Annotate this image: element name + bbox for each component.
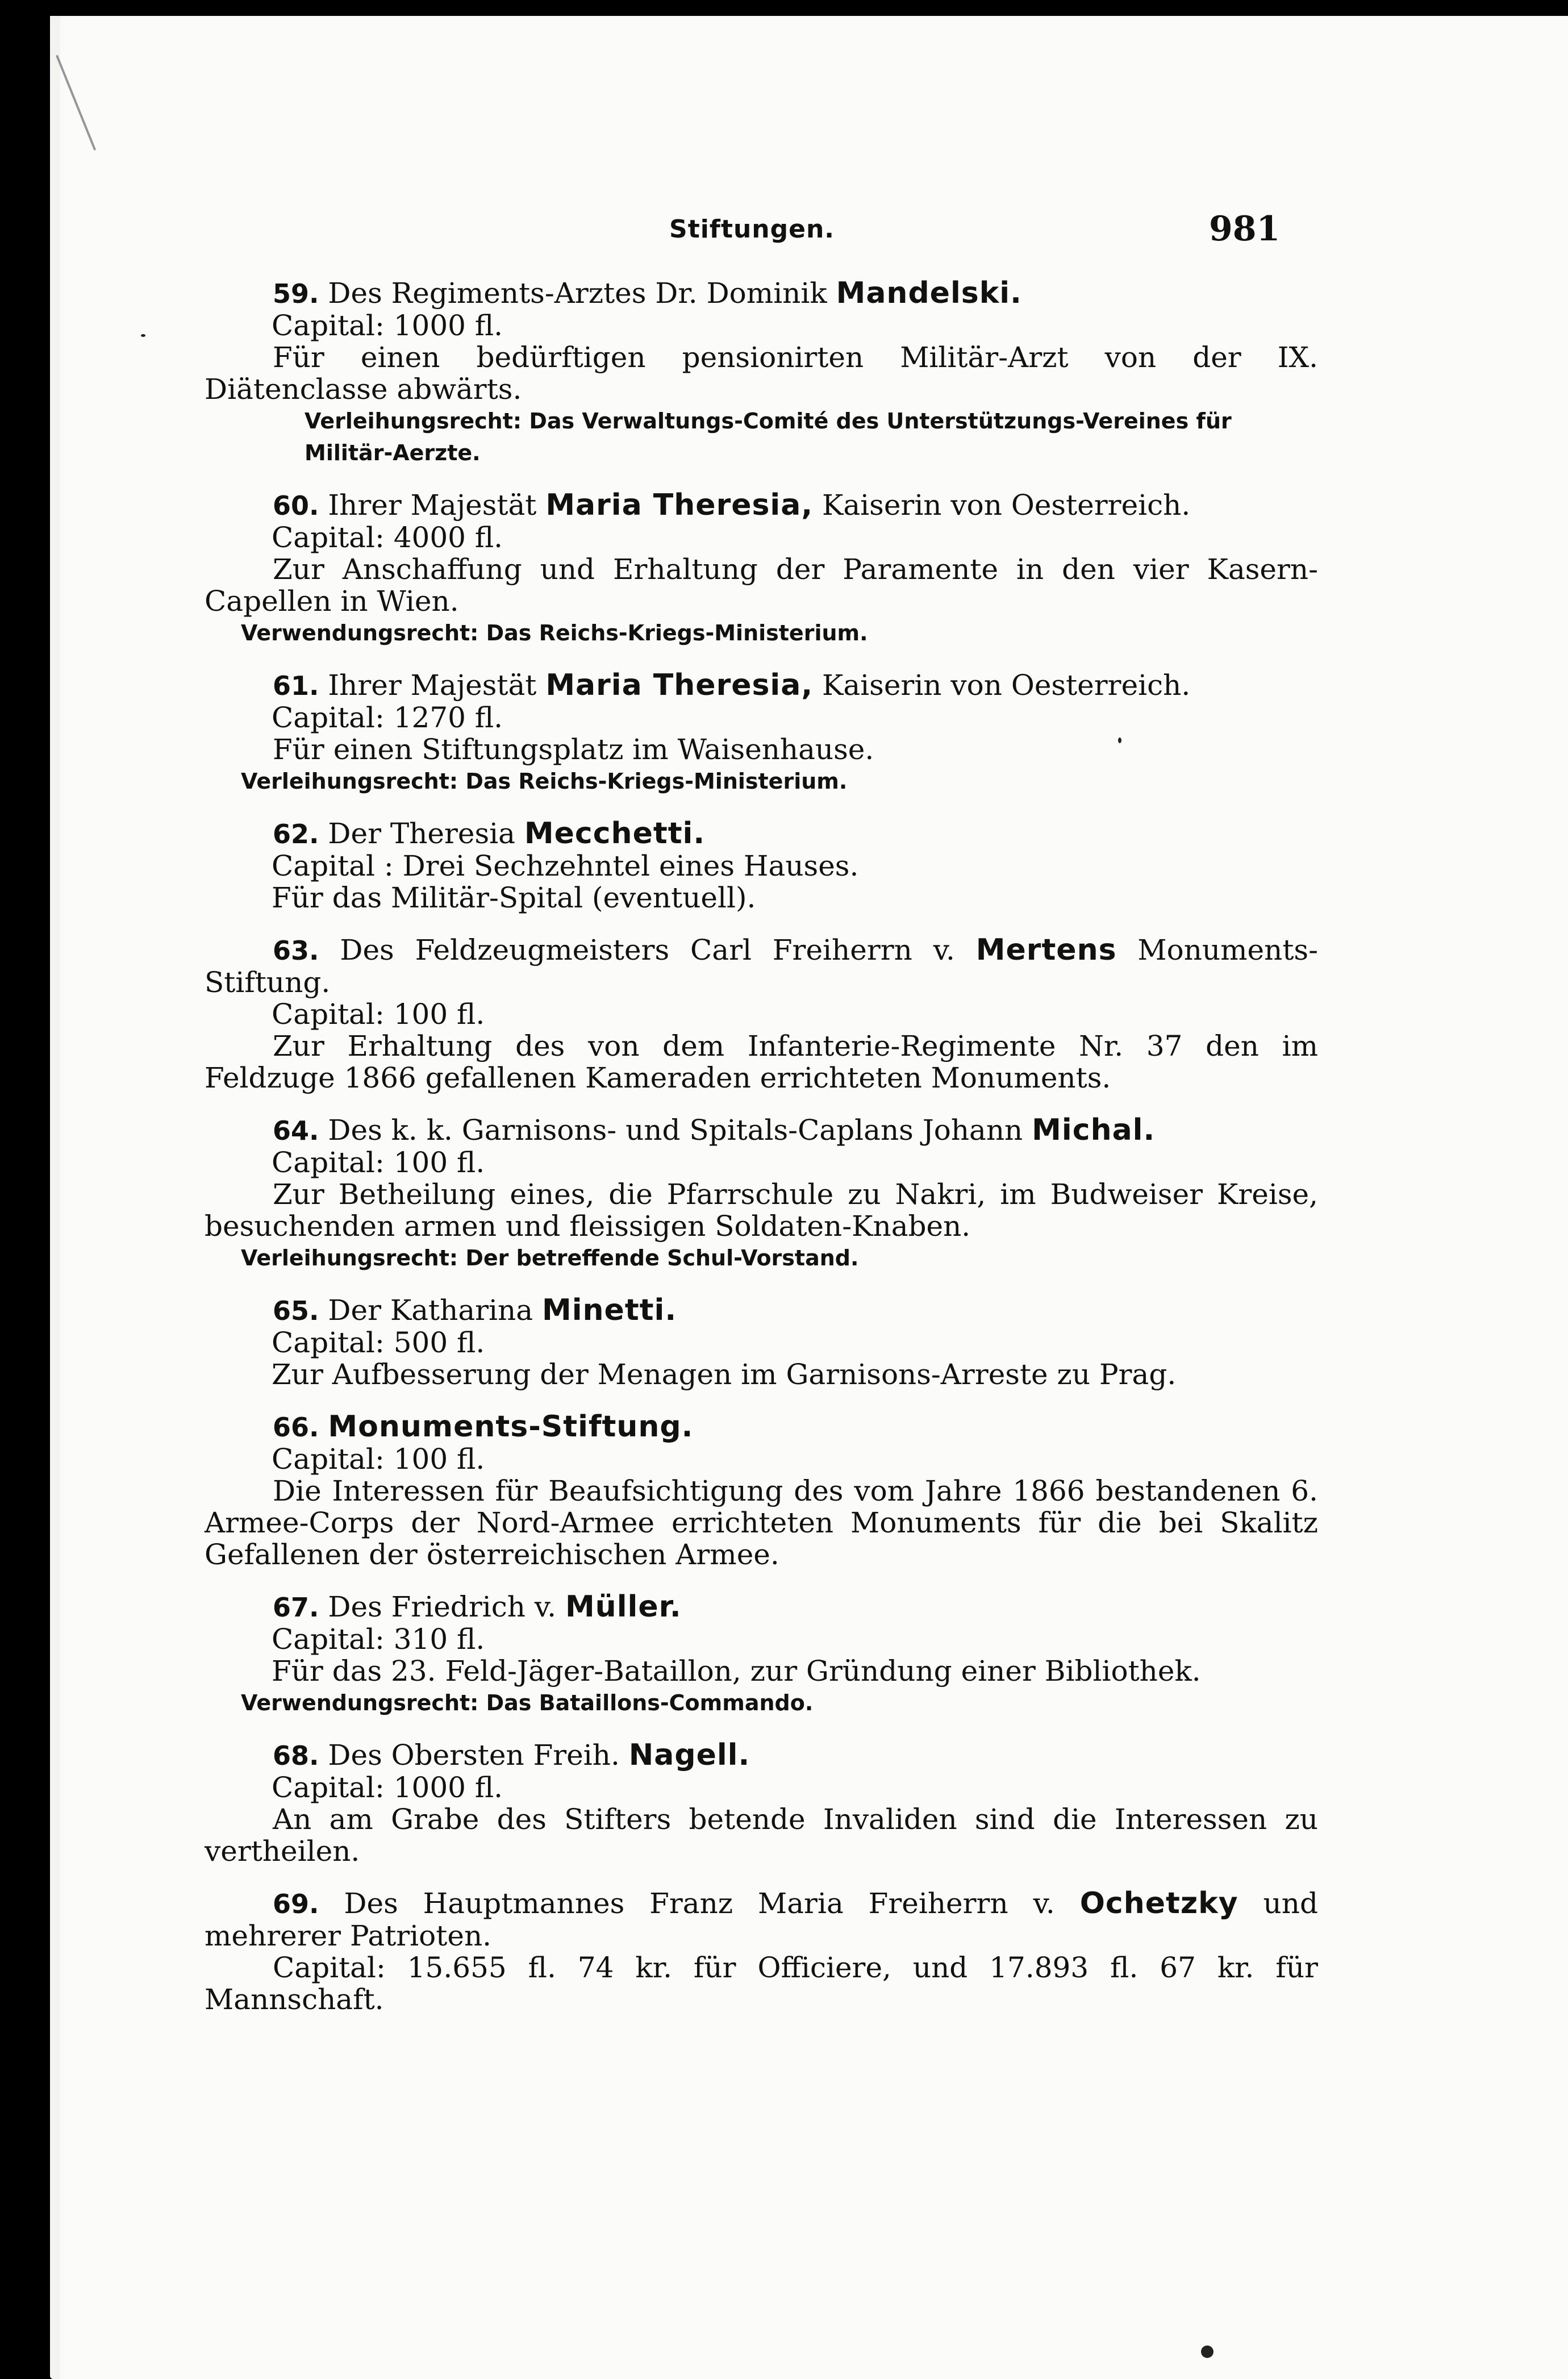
entry-61 <box>205 669 1318 797</box>
entry-capital: Capital: 100 fl. <box>272 1443 485 1476</box>
entry-purpose: Zur Betheilung eines, die Pfarrschule zu Nakri, im Budweiser Kreise, besuchenden armen und fleissigen Soldaten-Knaben. <box>205 1178 1318 1243</box>
entry-purpose: Für das Militär-Spital (eventuell). <box>272 881 756 914</box>
page-content <box>205 277 1318 2036</box>
rights-value: Das Reichs-Kriegs-Ministerium. <box>465 769 848 794</box>
scan-speck <box>1201 2345 1213 2358</box>
entry-capital: Capital: 100 fl. <box>272 1146 485 1179</box>
entry-60 <box>205 489 1318 649</box>
scan-speck <box>141 334 145 337</box>
entry-name: Monuments-Stiftung. <box>328 1410 694 1444</box>
entry-name: Maria Theresia, <box>545 488 814 522</box>
entry-suffix: Kaiserin von Oesterreich. <box>822 489 1191 522</box>
entry-name: Mertens <box>975 933 1117 967</box>
rights-label: Verleihungsrecht: <box>305 409 522 434</box>
rights-value: Das Bataillons-Commando. <box>486 1690 814 1715</box>
entry-number: 64. <box>273 1115 319 1146</box>
entry-suffix: Monuments-Stiftung. <box>205 934 1318 999</box>
entry-heading <box>205 1411 1318 1443</box>
running-title: Stiftungen. <box>669 215 835 244</box>
entry-purpose: Zur Anschaffung und Erhaltung der Paramente in den vier Kasern-Capellen in Wien. <box>205 553 1318 618</box>
entry-number: 65. <box>273 1295 319 1326</box>
entry-capital: Capital: 100 fl. <box>272 998 485 1031</box>
page-number: 981 <box>1209 209 1281 249</box>
scan-speck <box>1118 738 1121 743</box>
entry-suffix: und mehrerer Patrioten. <box>205 1887 1318 1952</box>
entry-65 <box>205 1294 1318 1390</box>
entry-name: Mandelski. <box>836 276 1022 310</box>
entry-68 <box>205 1739 1318 1867</box>
entry-name: Müller. <box>565 1590 682 1624</box>
entry-heading <box>205 489 1318 522</box>
entry-capital: Capital: 1000 fl. <box>272 1771 503 1804</box>
page-gutter <box>50 16 60 2379</box>
rights-label: Verwendungsrecht: <box>241 1690 479 1715</box>
book-page <box>50 16 1568 2379</box>
rights-label: Verleihungsrecht: <box>241 769 458 794</box>
entry-number: 68. <box>273 1740 319 1771</box>
entry-intro: Ihrer Majestät <box>328 489 537 522</box>
entry-name: Nagell. <box>628 1738 750 1772</box>
entry-intro: Des k. k. Garnisons- und Spitals-Caplans Johann <box>328 1114 1023 1147</box>
entry-intro: Des Obersten Freih. <box>328 1739 620 1772</box>
rights-value: Das Verwaltungs-Comité des Unterstützungs-Vereines für Militär-Aerzte. <box>305 409 1232 465</box>
entry-rights <box>205 765 1318 797</box>
entry-number: 62. <box>273 819 319 849</box>
entry-intro: Der Theresia <box>328 817 515 850</box>
entry-number: 67. <box>273 1592 319 1623</box>
entry-heading <box>205 818 1318 850</box>
entry-intro: Des Feldzeugmeisters Carl Freiherrn v. <box>340 934 955 966</box>
entry-heading <box>205 1114 1318 1147</box>
scan-mark <box>56 55 96 151</box>
entry-rights <box>205 1687 1318 1719</box>
entry-69 <box>205 1888 1318 2015</box>
entry-purpose: Zur Erhaltung des von dem Infanterie-Regimente Nr. 37 den im Feldzuge 1866 gefallenen Kameraden errichteten Monuments. <box>205 1030 1318 1094</box>
entry-heading <box>205 1739 1318 1772</box>
rights-label: Verleihungsrecht: <box>241 1245 458 1270</box>
rights-value: Das Reichs-Kriegs-Ministerium. <box>486 620 868 645</box>
entry-capital: Capital: 15.655 fl. 74 kr. für Officiere, und 17.893 fl. 67 kr. für Mannschaft. <box>205 1951 1318 2016</box>
page-header <box>50 209 1568 255</box>
entry-capital: Capital: 4000 fl. <box>272 521 503 554</box>
entry-capital: Capital: 1000 fl. <box>272 309 503 342</box>
entry-number: 63. <box>273 935 319 966</box>
entry-intro: Der Katharina <box>328 1294 533 1327</box>
rights-value: Der betreffende Schul-Vorstand. <box>465 1245 859 1270</box>
entry-62 <box>205 818 1318 914</box>
entry-name: Mecchetti. <box>524 816 706 851</box>
entry-heading <box>205 277 1318 310</box>
entry-purpose: Für einen Stiftungsplatz im Waisenhause. <box>273 733 874 766</box>
entry-number: 60. <box>273 490 319 521</box>
entry-rights <box>205 617 1318 649</box>
entry-suffix: Kaiserin von Oesterreich. <box>822 669 1191 702</box>
entry-rights <box>205 1242 1318 1274</box>
entry-59 <box>205 277 1318 469</box>
entry-purpose: Zur Aufbesserung der Menagen im Garnisons-Arreste zu Prag. <box>272 1358 1177 1391</box>
entry-intro: Des Friedrich v. <box>328 1590 557 1623</box>
entry-purpose: An am Grabe des Stifters betende Invaliden sind die Interessen zu vertheilen. <box>205 1803 1318 1868</box>
entry-63 <box>205 934 1318 1094</box>
entry-rights <box>205 405 1318 469</box>
entry-capital: Capital: 310 fl. <box>272 1623 485 1656</box>
entry-heading <box>205 934 1318 998</box>
entry-heading <box>205 1591 1318 1623</box>
entry-name: Ochetzky <box>1079 1886 1238 1920</box>
entry-heading <box>205 1294 1318 1327</box>
entry-64 <box>205 1114 1318 1274</box>
entry-name: Maria Theresia, <box>545 668 814 702</box>
entry-purpose: Für einen bedürftigen pensionirten Militär-Arzt von der IX. Diätenclasse abwärts. <box>205 341 1318 406</box>
entry-number: 59. <box>273 278 319 309</box>
entry-intro: Des Hauptmannes Franz Maria Freiherrn v. <box>344 1887 1055 1920</box>
entry-66 <box>205 1411 1318 1570</box>
entry-name: Michal. <box>1032 1113 1156 1147</box>
rights-label: Verwendungsrecht: <box>241 620 479 645</box>
entry-number: 66. <box>273 1412 319 1443</box>
entry-67 <box>205 1591 1318 1719</box>
entry-purpose: Für das 23. Feld-Jäger-Bataillon, zur Gründung einer Bibliothek. <box>272 1655 1201 1688</box>
entry-capital: Capital: 1270 fl. <box>272 701 503 734</box>
entry-capital: Capital : Drei Sechzehntel eines Hauses. <box>272 849 859 882</box>
entry-intro: Ihrer Majestät <box>328 669 537 702</box>
entry-purpose: Die Interessen für Beaufsichtigung des vom Jahre 1866 bestandenen 6. Armee-Corps der Nord-Armee errichteten Monuments für die bei Skalitz Gefallenen der österreichischen Armee. <box>205 1474 1318 1571</box>
entry-name: Minetti. <box>541 1293 677 1327</box>
entry-capital: Capital: 500 fl. <box>272 1326 485 1359</box>
entry-heading <box>205 1888 1318 1952</box>
entry-number: 61. <box>273 670 319 701</box>
entry-intro: Des Regiments-Arztes Dr. Dominik <box>328 277 827 310</box>
entry-number: 69. <box>273 1889 319 1919</box>
entry-heading <box>205 669 1318 702</box>
